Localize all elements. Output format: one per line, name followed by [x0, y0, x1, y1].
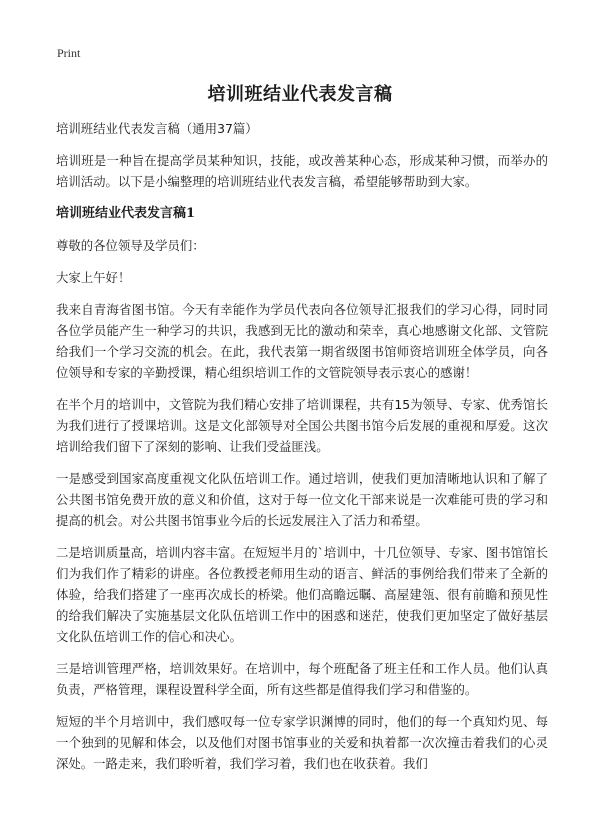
section-heading: 培训班结业代表发言稿1 — [56, 206, 196, 221]
salutation: 尊敬的各位领导及学员们： — [56, 238, 205, 253]
intro-paragraph: 培训班是一种旨在提高学员某种知识，技能，或改善某种心态，形成某种习惯，而举办的培训活动。以下是小编整理的培训班结业代表发言稿，希望能够帮助到大家。 — [56, 153, 548, 189]
document-body — [56, 118, 548, 785]
page-title: 培训班结业代表发言稿 — [207, 84, 393, 105]
body-paragraph: 在半个月的培训中，文管院为我们精心安排了培训课程，共有15为领导、专家、优秀馆长为我们进行了授课培训。这是文化部领导对全国公共图书馆今后发展的重视和厚爱。这次培训给我们留下了深刻的影响、让我们受益匪浅。 — [56, 397, 548, 454]
body-paragraph: 二是培训质量高，培训内容丰富。在短短半月的`培训中，十几位领导、专家、图书馆馆长们为我们作了精彩的讲座。各位教授老师用生动的语言、鲜活的事例给我们带来了全新的体验，给我们搭建了一座再次成长的桥梁。他们高瞻远瞩、高屋建瓴、很有前瞻和预见性的给我们解决了实施基层文化队伍培训工作中的困惑和迷茫，使我们更加坚定了做好基层文化队伍培训工作的信心和决心。 — [56, 545, 548, 644]
body-paragraph: 一是感受到国家高度重视文化队伍培训工作。通过培训，使我们更加清晰地认识和了解了公共图书馆免费开放的意义和价值，这对于每一位文化干部来说是一次难能可贵的学习和提高的机会。对公共图书馆事业今后的长远发展注入了活力和希望。 — [56, 471, 548, 528]
body-paragraph: 我来自青海省图书馆。今天有幸能作为学员代表向各位领导汇报我们的学习心得，同时同各位学员能产生一种学习的共识，我感到无比的激动和荣幸，真心地感谢文化部、文管院给我们一个学习交流的机会。在此，我代表第一期省级图书馆师资培训班全体学员，向各位领导和专家的辛勤授课，精心组织培训工作的文管院领导表示衷心的感谢！ — [56, 302, 548, 380]
document-subtitle: 培训班结业代表发言稿（通用37篇） — [56, 121, 258, 136]
greeting: 大家上午好！ — [56, 270, 131, 285]
body-paragraph: 三是培训管理严格，培训效果好。在培训中，每个班配备了班主任和工作人员。他们认真负责，严格管理，课程设置科学全面，所有这些都是值得我们学习和借鉴的。 — [56, 661, 548, 697]
print-label: Print — [57, 46, 81, 60]
body-paragraph: 短短的半个月培训中，我们感叹每一位专家学识渊博的同时，他们的每一个真知灼见、每一个独到的见解和体会，以及他们对图书馆事业的关爱和执着都一次次撞击着我们的心灵深处。一路走来，我们聆听着，我们学习着，我们也在收获着。我们 — [56, 714, 548, 771]
